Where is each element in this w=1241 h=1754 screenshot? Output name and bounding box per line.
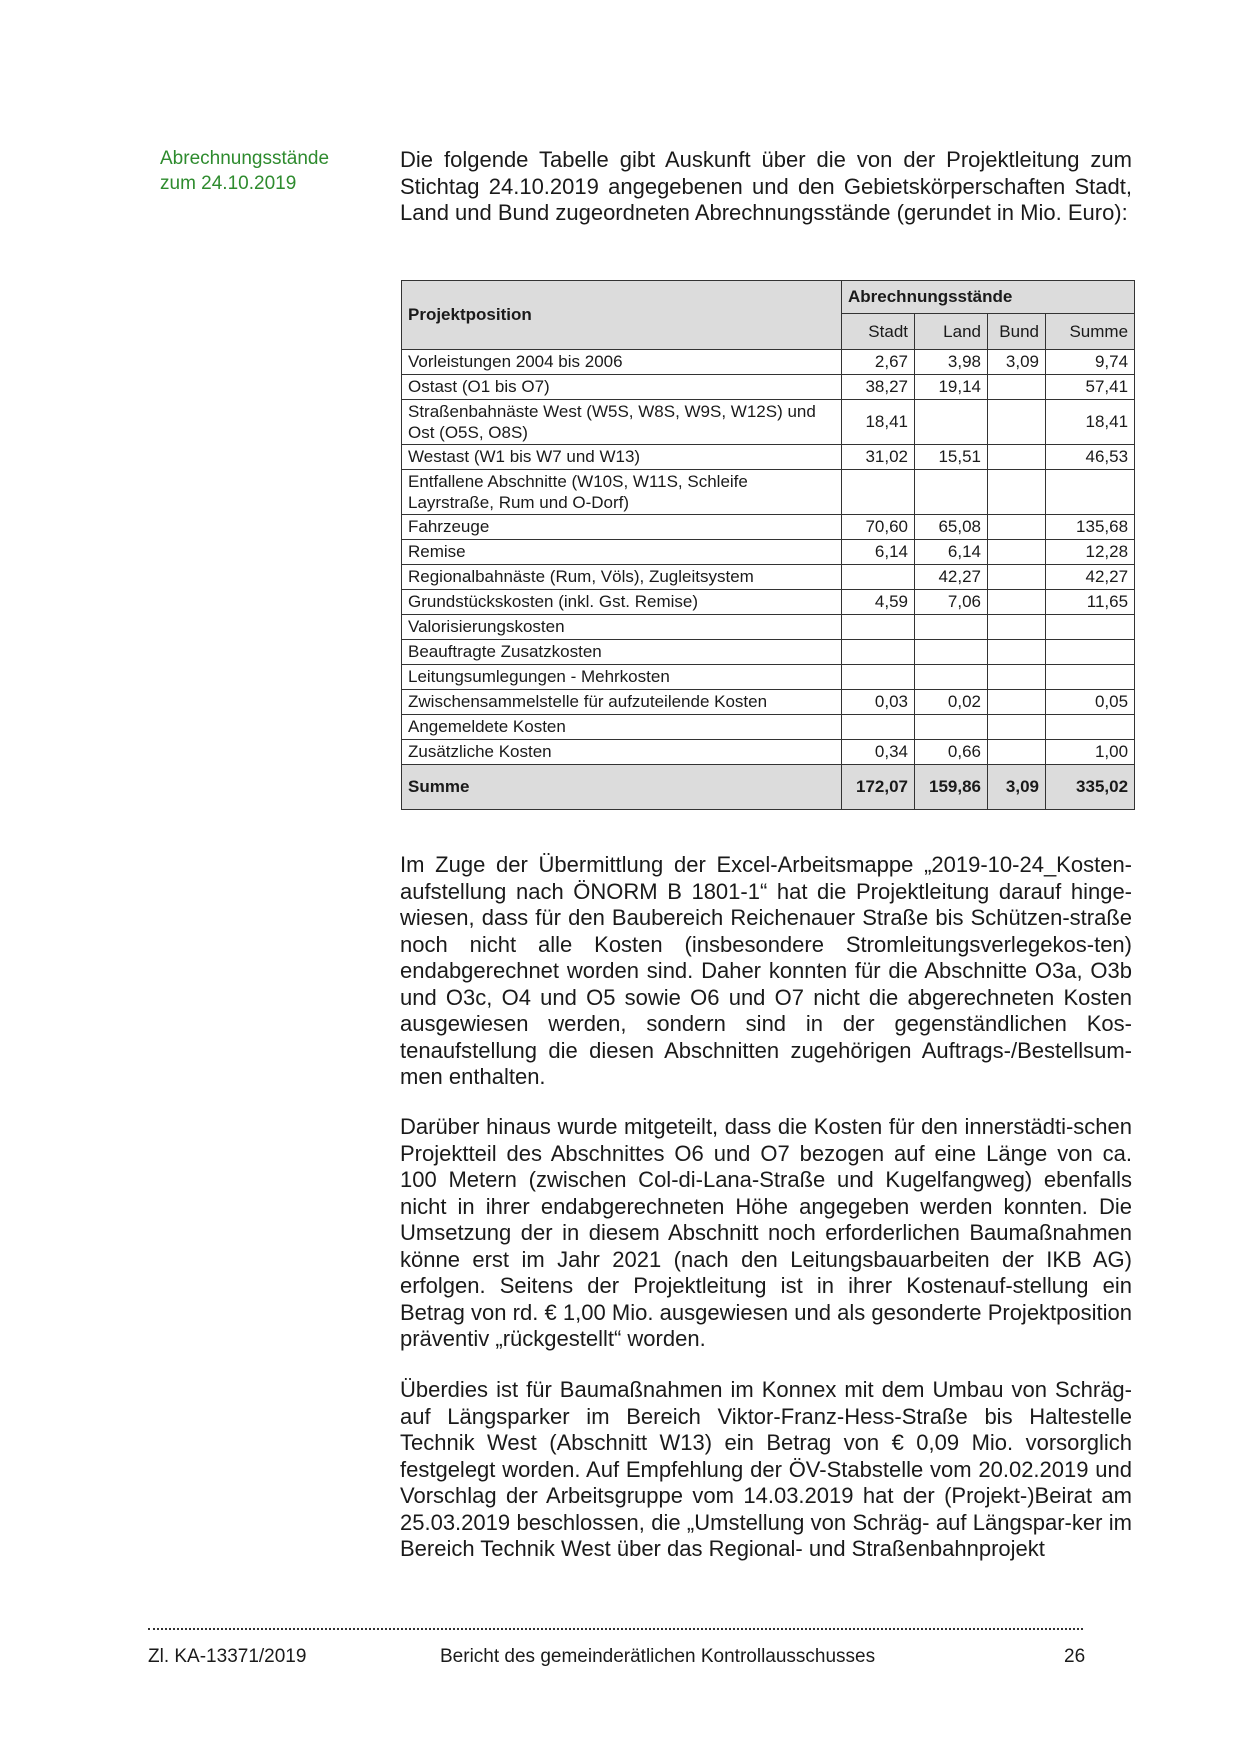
cell-summe: 18,41 [1046, 400, 1135, 445]
cell-land [915, 665, 988, 690]
row-label: Ostast (O1 bis O7) [402, 375, 842, 400]
table-row [402, 470, 1135, 515]
row-label: Regionalbahnäste (Rum, Völs), Zugleitsystem [402, 565, 842, 590]
cell-stadt: 18,41 [842, 400, 915, 445]
cell-bund [988, 515, 1046, 540]
cell-stadt [842, 615, 915, 640]
header-stadt: Stadt [842, 314, 915, 350]
cell-land: 19,14 [915, 375, 988, 400]
cell-land [915, 715, 988, 740]
cell-summe [1046, 470, 1135, 515]
table-row [402, 740, 1135, 765]
row-label: Valorisierungskosten [402, 615, 842, 640]
cell-stadt: 31,02 [842, 445, 915, 470]
total-summe: 335,02 [1046, 765, 1135, 810]
margin-note-line1: Abrechnungsstände [160, 148, 330, 169]
footer-reference: Zl. KA-13371/2019 [148, 1646, 307, 1667]
cell-bund [988, 565, 1046, 590]
cell-summe: 11,65 [1046, 590, 1135, 615]
cell-stadt: 38,27 [842, 375, 915, 400]
cell-land: 15,51 [915, 445, 988, 470]
total-bund: 3,09 [988, 765, 1046, 810]
cell-summe: 42,27 [1046, 565, 1135, 590]
margin-note [160, 146, 360, 196]
cell-land: 7,06 [915, 590, 988, 615]
body-paragraph-3: Überdies ist für Baumaßnahmen im Konnex mit dem Umbau von Schräg- auf Längsparker im Bereich Viktor-Franz-Hess-Straße bis Haltestelle Technik West (Abschnitt W13) ein Betrag von € 0,09 Mio. vorsorglich festgelegt worden. Auf Empfehlung der ÖV-Stabstelle vom 20.02.2019 und Vorschlag der Arbeitsgruppe vom 14.03.2019 hat der (Projekt-)Beirat am 25.03.2019 beschlossen, die „Umstellung von Schräg- auf Längspar-ker im Bereich Technik West über das Regional- und Straßenbahnprojekt [400, 1377, 1132, 1561]
cell-summe: 46,53 [1046, 445, 1135, 470]
cell-bund [988, 665, 1046, 690]
table-row [402, 375, 1135, 400]
table-row [402, 715, 1135, 740]
body-paragraph-1: Im Zuge der Übermittlung der Excel-Arbeitsmappe „2019-10-24_Kosten-aufstellung nach ÖNORM B 1801-1“ hat die Projektleitung darauf hinge-wiesen, dass für den Baubereich Reichenauer Straße bis Schützen-straße noch nicht alle Kosten (insbesondere Stromleitungsverlegekos-ten) endabgerechnet worden sind. Daher konnten für die Abschnitte O3a, O3b und O3c, O4 und O5 sowie O6 und O7 nicht die abgerechneten Kosten ausgewiesen werden, sondern sind in der gegenständlichen Kos-tenaufstellung die diesen Abschnitten zugehörigen Auftrags-/Bestellsum-men enthalten. [400, 852, 1132, 1089]
footer-title: Bericht des gemeinderätlichen Kontrollausschusses [440, 1646, 876, 1667]
cell-summe: 12,28 [1046, 540, 1135, 565]
row-label: Entfallene Abschnitte (W10S, W11S, Schleife Layrstraße, Rum und O-Dorf) [402, 470, 842, 515]
cell-summe: 1,00 [1046, 740, 1135, 765]
table-row [402, 615, 1135, 640]
total-row [402, 765, 1135, 810]
cell-summe [1046, 715, 1135, 740]
row-label: Remise [402, 540, 842, 565]
table-row [402, 690, 1135, 715]
cell-stadt: 6,14 [842, 540, 915, 565]
total-label: Summe [402, 765, 842, 810]
row-label: Zwischensammelstelle für aufzuteilende Kosten [402, 690, 842, 715]
row-label: Fahrzeuge [402, 515, 842, 540]
cell-bund [988, 470, 1046, 515]
cell-land: 65,08 [915, 515, 988, 540]
table-row [402, 445, 1135, 470]
table-row [402, 665, 1135, 690]
row-label: Zusätzliche Kosten [402, 740, 842, 765]
cell-land: 0,66 [915, 740, 988, 765]
row-label: Leitungsumlegungen - Mehrkosten [402, 665, 842, 690]
cell-stadt [842, 715, 915, 740]
cell-bund [988, 540, 1046, 565]
cell-summe: 135,68 [1046, 515, 1135, 540]
row-label: Vorleistungen 2004 bis 2006 [402, 350, 842, 375]
table-row [402, 350, 1135, 375]
cell-stadt [842, 470, 915, 515]
header-bund: Bund [988, 314, 1046, 350]
cell-land [915, 615, 988, 640]
cell-summe: 9,74 [1046, 350, 1135, 375]
cell-summe: 57,41 [1046, 375, 1135, 400]
cell-land: 0,02 [915, 690, 988, 715]
margin-note-line2: zum 24.10.2019 [160, 173, 297, 194]
cell-bund [988, 715, 1046, 740]
row-label: Westast (W1 bis W7 und W13) [402, 445, 842, 470]
row-label: Straßenbahnäste West (W5S, W8S, W9S, W12S) und Ost (O5S, O8S) [402, 400, 842, 445]
cell-stadt: 70,60 [842, 515, 915, 540]
intro-paragraph: Die folgende Tabelle gibt Auskunft über die von der Projektleitung zum Stichtag 24.10.2019 angegebenen und den Gebietskörperschaften Stadt, Land und Bund zugeordneten Abrechnungsstände (gerundet in Mio. Euro): [400, 147, 1132, 225]
cell-stadt: 0,34 [842, 740, 915, 765]
cell-stadt [842, 565, 915, 590]
body-paragraph-2: Darüber hinaus wurde mitgeteilt, dass die Kosten für den innerstädti-schen Projektteil des Abschnittes O6 und O7 bezogen auf eine Länge von ca. 100 Metern (zwischen Col-di-Lana-Straße und Kugelfangweg) ebenfalls nicht in ihrer endabgerechneten Höhe angegeben werden konnten. Die Umsetzung der in diesem Abschnitt noch erforderlichen Baumaßnahmen könne erst im Jahr 2021 (nach den Leitungsbauarbeiten der IKB AG) erfolgen. Seitens der Projektleitung ist in ihrer Kostenauf-stellung ein Betrag von rd. € 1,00 Mio. ausgewiesen und als gesonderte Projektposition präventiv „rückgestellt“ worden. [400, 1114, 1132, 1351]
cell-land [915, 470, 988, 515]
cell-bund [988, 375, 1046, 400]
total-stadt: 172,07 [842, 765, 915, 810]
cell-land [915, 400, 988, 445]
table-row [402, 640, 1135, 665]
cell-bund [988, 615, 1046, 640]
table-row [402, 400, 1135, 445]
cell-summe [1046, 640, 1135, 665]
footer-page-number: 26 [1064, 1646, 1086, 1667]
cell-stadt [842, 665, 915, 690]
cell-land: 42,27 [915, 565, 988, 590]
header-summe: Summe [1046, 314, 1135, 350]
cell-stadt: 4,59 [842, 590, 915, 615]
row-label: Grundstückskosten (inkl. Gst. Remise) [402, 590, 842, 615]
cell-summe: 0,05 [1046, 690, 1135, 715]
cell-land [915, 640, 988, 665]
header-projektposition: Projektposition [402, 281, 842, 350]
cost-table [401, 280, 1135, 810]
cell-bund: 3,09 [988, 350, 1046, 375]
table-row [402, 540, 1135, 565]
row-label: Beauftragte Zusatzkosten [402, 640, 842, 665]
cell-stadt: 0,03 [842, 690, 915, 715]
header-abrechnungsstaende: Abrechnungsstände [842, 281, 1135, 314]
cell-bund [988, 740, 1046, 765]
header-land: Land [915, 314, 988, 350]
table-row [402, 590, 1135, 615]
cell-stadt [842, 640, 915, 665]
table-row [402, 515, 1135, 540]
cell-bund [988, 590, 1046, 615]
cell-bund [988, 400, 1046, 445]
cell-summe [1046, 665, 1135, 690]
cell-summe [1046, 615, 1135, 640]
cell-stadt: 2,67 [842, 350, 915, 375]
cell-bund [988, 640, 1046, 665]
table-row [402, 565, 1135, 590]
cost-table-body [402, 350, 1135, 765]
cell-bund [988, 690, 1046, 715]
cell-land: 3,98 [915, 350, 988, 375]
cell-land: 6,14 [915, 540, 988, 565]
row-label: Angemeldete Kosten [402, 715, 842, 740]
footer-divider [148, 1628, 1083, 1630]
cell-bund [988, 445, 1046, 470]
total-land: 159,86 [915, 765, 988, 810]
